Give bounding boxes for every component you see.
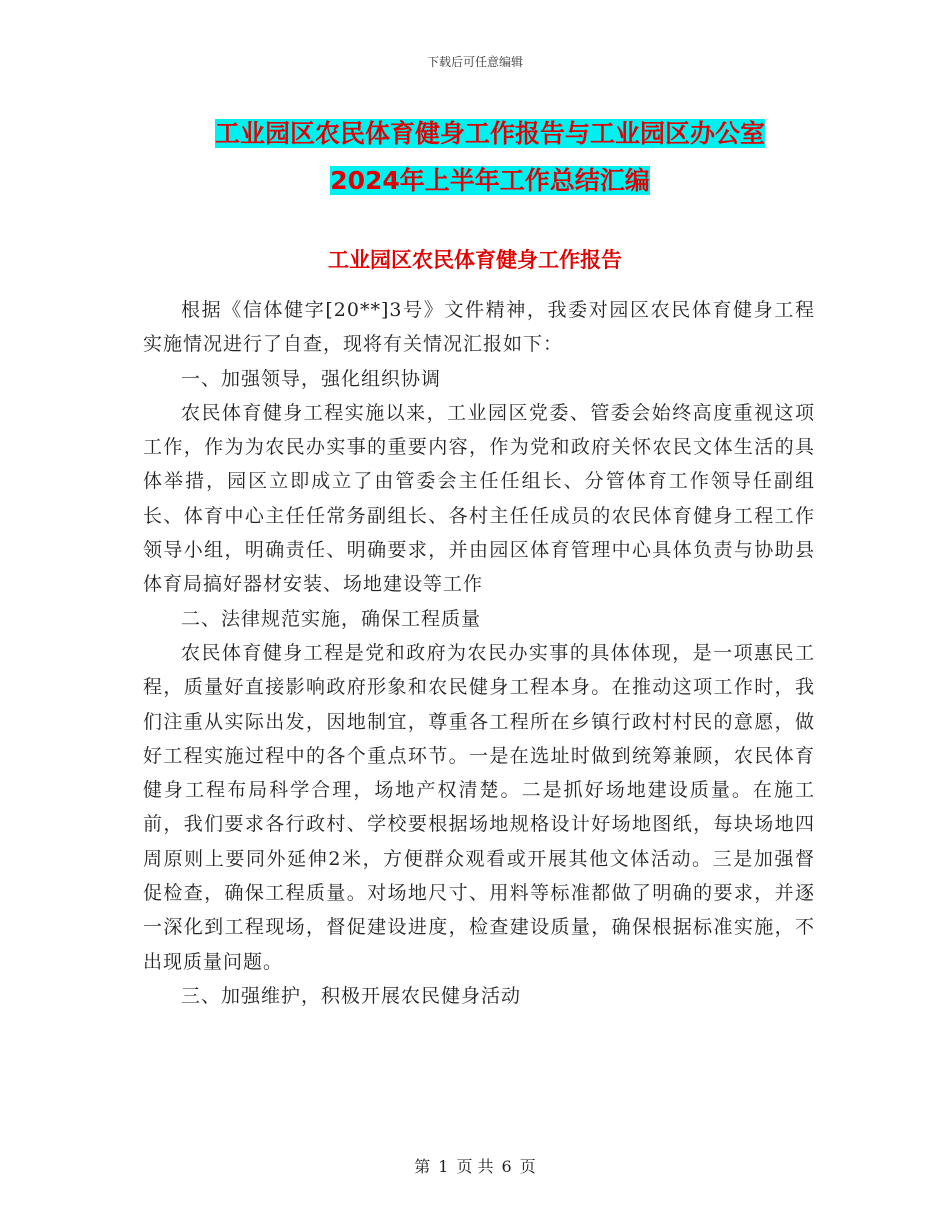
section-title: 工业园区农民体育健身工作报告	[328, 248, 622, 272]
page-label-mid: 页 共	[456, 1157, 494, 1176]
total-pages: 6	[501, 1157, 512, 1176]
paragraph-heading: 三、加强维护，积极开展农民健身活动	[181, 984, 522, 1007]
page-number: 1	[438, 1157, 449, 1176]
page-footer	[0, 1154, 950, 1177]
page-header-note: 下载后可任意编辑	[426, 55, 523, 69]
document-title	[140, 110, 840, 204]
page-label-prefix: 第	[414, 1157, 431, 1176]
document-title-line-2: 2024年上半年工作总结汇编	[330, 166, 650, 195]
paragraph-heading: 二、法律规范实施，确保工程质量	[181, 607, 482, 630]
paragraph: 农民体育健身工程是党和政府为农民办实事的具体体现，是一项惠民工程，质量好直接影响政府形象和农民健身工程本身。在推动这项工作时，我们注重从实际出发，因地制宜，尊重各工程所在乡镇行政村村民的意愿，做好工程实施过程中的各个重点环节。一是在选址时做到统筹兼顾，农民体育健身工程布局科学合理，场地产权清楚。二是抓好场地建设质量。在施工前，我们要求各行政村、学校要根据场地规格设计好场地图纸，每块场地四周原则上要同外延伸2米，方便群众观看或开展其他文体活动。三是加强督促检查，确保工程质量。对场地尺寸、用料等标准都做了明确的要求，并逐一深化到工程现场，督促建设进度，检查建设质量，确保根据标准实施，不出现质量问题。	[143, 641, 815, 973]
page-label-suffix: 页	[519, 1157, 536, 1176]
paragraph: 根据《信体健字[20**]3号》文件精神，我委对园区农民体育健身工程实施情况进行了自查，现将有关情况汇报如下：	[143, 299, 815, 356]
paragraph-heading: 一、加强领导，强化组织协调	[181, 367, 442, 390]
document-body	[143, 293, 815, 1013]
document-title-line-1: 工业园区农民体育健身工作报告与工业园区办公室	[214, 119, 765, 148]
paragraph: 农民体育健身工程实施以来，工业园区党委、管委会始终高度重视这项工作，作为为农民办实事的重要内容，作为党和政府关怀农民文体生活的具体举措，园区立即成立了由管委会主任任组长、分管体育工作领导任副组长、体育中心主任任常务副组长、各村主任任成员的农民体育健身工程工作领导小组，明确责任、明确要求，并由园区体育管理中心具体负责与协助县体育局搞好器材安装、场地建设等工作	[143, 401, 815, 596]
